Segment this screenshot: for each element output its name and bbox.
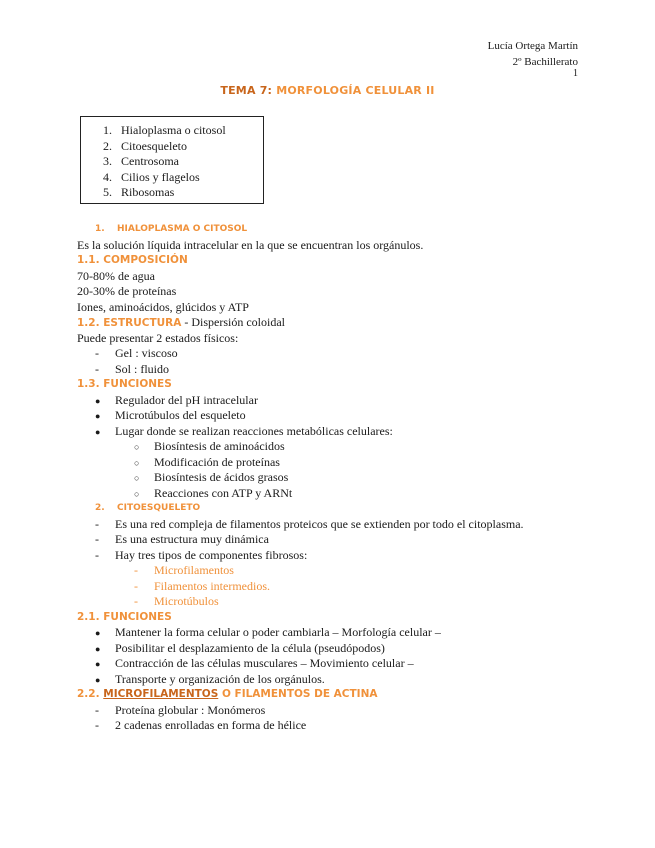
toc-item: 4. Cilios y flagelos	[103, 169, 200, 184]
section-text: Puede presentar 2 estados físicos:	[77, 330, 239, 345]
toc-item: 2. Citoesqueleto	[103, 138, 187, 153]
dash-icon: -	[95, 702, 99, 717]
page-number: 1	[573, 68, 578, 79]
toc-item: 5. Ribosomas	[103, 185, 175, 200]
circle-bullet-icon: ○	[134, 457, 140, 468]
bullet-icon: ●	[95, 426, 101, 437]
fiber-type-item: - Filamentos intermedios.	[134, 578, 270, 593]
dash-icon: -	[134, 578, 138, 593]
subsection-heading-composicion: 1.1. COMPOSICIÓN	[77, 254, 188, 266]
section-text: Es la solución líquida intracelular en la que se encuentran los orgánulos.	[77, 237, 424, 252]
bullet-icon: ●	[95, 628, 101, 638]
subsection-heading-estructura: 1.2. ESTRUCTURA - Dispersión coloidal	[77, 315, 286, 329]
list-item: ● Transporte y organización de los orgánulos.	[77, 672, 587, 688]
dash-icon: -	[95, 547, 99, 562]
page-header	[488, 38, 578, 70]
fiber-type-item: - Microtúbulos	[134, 594, 219, 608]
course-label: 2º Bachillerato	[512, 56, 578, 68]
bullet-icon: ●	[95, 659, 101, 669]
subsection-heading-funciones: 1.3. FUNCIONES	[77, 378, 172, 390]
dash-icon: -	[95, 346, 99, 360]
list-item: ● Posibilitar el desplazamiento de la célula (pseudópodos)	[77, 641, 587, 657]
list-item: ● Microtúbulos del esqueleto	[77, 408, 587, 424]
composition-line: 70-80% de agua	[77, 268, 155, 283]
bullet-icon: ●	[95, 411, 101, 421]
page-title	[0, 84, 655, 97]
composition-line: 20-30% de proteínas	[77, 284, 177, 298]
bullet-icon: ●	[95, 395, 101, 406]
list-item: - 2 cadenas enrolladas en forma de hélice	[95, 718, 307, 732]
list-item: ● Contracción de las células musculares – Movimiento celular –	[77, 656, 587, 672]
dash-icon: -	[95, 516, 99, 531]
list-item: ● Lugar donde se realizan reacciones metabólicas celulares:	[77, 424, 587, 440]
document-body	[77, 222, 587, 734]
dash-icon: -	[134, 594, 138, 608]
toc-item: 3. Centrosoma	[103, 154, 179, 169]
sub-list-item: ○ Modificación de proteínas	[77, 455, 587, 471]
list-item: - Gel : viscoso	[95, 346, 178, 360]
sub-list-item: ○ Biosíntesis de ácidos grasos	[77, 470, 587, 486]
dash-icon: -	[134, 563, 138, 577]
dash-icon: -	[95, 718, 99, 732]
list-item: - Es una estructura muy dinámica	[95, 532, 269, 546]
bullet-icon: ●	[95, 643, 101, 654]
sub-list-item: ○ Reacciones con ATP y ARNt	[77, 486, 587, 502]
subsection-heading-microfilamentos: 2.2. MICROFILAMENTOS O FILAMENTOS DE ACTINA	[77, 688, 378, 700]
list-item: - Proteína globular : Monómeros	[95, 702, 266, 717]
fiber-type-item: - Microfilamentos	[134, 563, 234, 577]
section-heading-citoesqueleto: 2. CITOESQUELETO	[95, 503, 201, 513]
sub-list-item: ○ Biosíntesis de aminoácidos	[77, 439, 587, 455]
list-item: - Hay tres tipos de componentes fibrosos:	[95, 547, 308, 562]
section-heading-hialoplasma: 1. HIALOPLASMA O CITOSOL	[95, 224, 248, 234]
toc-item: 1. Hialoplasma o citosol	[103, 123, 226, 137]
composition-line: Iones, aminoácidos, glúcidos y ATP	[77, 299, 249, 314]
table-of-contents	[80, 116, 264, 204]
list-item: - Es una red compleja de filamentos proteicos que se extienden por todo el citoplasma.	[95, 516, 524, 531]
list-item: ● Mantener la forma celular o poder cambiarla – Morfología celular –	[77, 625, 587, 641]
title-text: MORFOLOGÍA CELULAR II	[276, 84, 435, 97]
list-item: ● Regulador del pH intracelular	[77, 393, 587, 409]
dash-icon: -	[95, 532, 99, 546]
title-prefix: TEMA 7:	[220, 84, 273, 97]
circle-bullet-icon: ○	[134, 488, 140, 499]
circle-bullet-icon: ○	[134, 473, 140, 483]
dash-icon: -	[95, 361, 99, 376]
subsection-heading-funciones-citoesqueleto: 2.1. FUNCIONES	[77, 610, 172, 623]
bullet-icon: ●	[95, 674, 101, 685]
list-item: - Sol : fluido	[95, 361, 170, 376]
circle-bullet-icon: ○	[134, 442, 140, 452]
author-name: Lucía Ortega Martín	[487, 40, 578, 52]
